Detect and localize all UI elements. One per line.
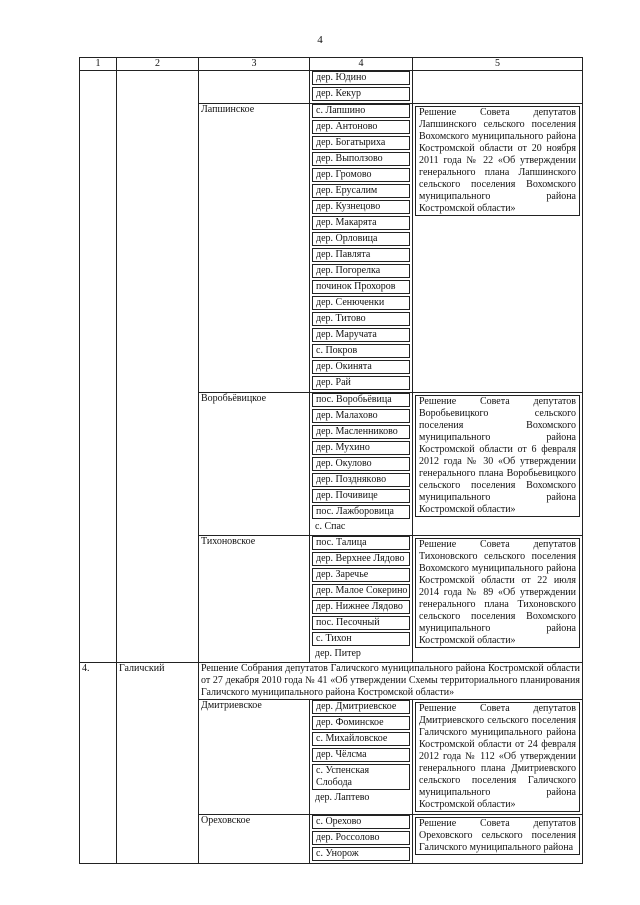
settlement-item: дер. Маручата — [312, 328, 410, 342]
settlement-item: с. Орехово — [312, 815, 410, 829]
settlement-item: дер. Дмитриевское — [312, 700, 410, 714]
settlement-item: дер. Мухино — [312, 441, 410, 455]
settlements-cell — [310, 71, 413, 104]
settlements-cell — [310, 700, 413, 815]
settlement-item: дер. Антоново — [312, 120, 410, 134]
settlement-name: Лапшинское — [199, 104, 310, 393]
table-row — [80, 71, 583, 104]
settlement-list — [312, 71, 410, 101]
settlement-item: дер. Кузнецово — [312, 200, 410, 214]
table-row — [80, 663, 583, 700]
settlement-item: дер. Орловица — [312, 232, 410, 246]
settlement-item: с. Успенская Слобода — [312, 764, 410, 790]
settlement-item: дер. Выползово — [312, 152, 410, 166]
settlement-item: дер. Масленниково — [312, 425, 410, 439]
settlement-item: с. Лапшино — [312, 104, 410, 118]
settlement-item: дер. Рай — [312, 376, 410, 390]
settlement-item: дер. Макарята — [312, 216, 410, 230]
settlement-item: с. Тихон — [312, 632, 410, 646]
district-document-text: Решение Собрания депутатов Галичского муниципального района Костромской области от 27 декабря 2010 года № 41 «Об утверждении Схемы территориального планирования Галичского муниципального района Костромской области» — [201, 663, 580, 698]
settlement-item: дер. Ерусалим — [312, 184, 410, 198]
settlement-item: дер. Позднякoво — [312, 473, 410, 487]
settlement-item: дер. Малахово — [312, 409, 410, 423]
header-row — [80, 58, 583, 71]
header-cell: 1 — [80, 58, 117, 71]
document-cell — [413, 536, 583, 663]
district-number-cell — [80, 71, 117, 663]
settlement-item: дер. Фоминское — [312, 716, 410, 730]
district-document-cell — [199, 663, 583, 700]
document-cell — [413, 700, 583, 815]
district-name: Галичский — [117, 663, 199, 864]
settlement-list — [312, 104, 410, 390]
header-cell: 2 — [117, 58, 199, 71]
document-text: Решение Совета депутатов Дмитриевского сельского поселения Галичского муниципального района Костромской области от 24 февраля 2012 года № 112 «Об утверждении генерального плана Дмитриевского сельского поселения Галичского муниципального района Костромской области» — [415, 702, 580, 812]
settlement-item: с. Михайловское — [312, 732, 410, 746]
settlement-item: дер. Сенюченки — [312, 296, 410, 310]
document-text: Решение Совета депутатов Тихоновского сельского поселения Вохомского муниципального района Костромской области от 22 июля 2014 года № 89 «Об утверждении генерального плана Тихоновского сельского поселения Вохомского муниципального района Костромской области» — [415, 538, 580, 648]
settlement-list — [312, 815, 410, 861]
document-text: Решение Совета депутатов Лапшинского сельского поселения Вохомского муниципального района Костромской области от 20 ноября 2011 года № 22 «Об утверждении генерального плана Лапшинского сельского поселения Вохомского муниципального района Костромской области» — [415, 106, 580, 216]
header-cell: 4 — [310, 58, 413, 71]
settlements-cell — [310, 104, 413, 393]
settlement-item: с. Покров — [312, 344, 410, 358]
settlement-item: с. Спас — [315, 521, 346, 532]
settlement-list — [312, 536, 410, 660]
settlement-name: Дмитриевское — [199, 700, 310, 815]
settlement-item: дер. Нижнее Лядово — [312, 600, 410, 614]
page-number: 4 — [317, 34, 323, 46]
settlement-item: дер. Окулово — [312, 457, 410, 471]
settlement-item: дер. Погорелка — [312, 264, 410, 278]
settlement-item: пос. Талица — [312, 536, 410, 550]
settlement-item: дер. Громово — [312, 168, 410, 182]
district-number: 4. — [80, 663, 117, 864]
settlement-item: дер. Павлята — [312, 248, 410, 262]
settlements-cell — [310, 393, 413, 536]
settlements-cell — [310, 536, 413, 663]
settlement-name: Воробьёвицкое — [199, 393, 310, 536]
document-cell — [413, 393, 583, 536]
settlement-item: дер. Чёлсма — [312, 748, 410, 762]
header-cell: 5 — [413, 58, 583, 71]
district-name-cell — [117, 71, 199, 663]
settlement-item: дер. Заречье — [312, 568, 410, 582]
document-text: Решение Совета депутатов Ореховского сельского поселения Галичского муниципального района — [415, 817, 580, 855]
settlement-item: дер. Окинята — [312, 360, 410, 374]
settlement-name: Тихоновское — [199, 536, 310, 663]
settlements-cell — [310, 815, 413, 864]
document-cell — [413, 71, 583, 104]
settlement-item: починок Прохоров — [312, 280, 410, 294]
settlement-item: дер. Питер — [315, 648, 361, 659]
document-text: Решение Совета депутатов Воробьевицкого сельского поселения Вохомского муниципального района Костромской области от 6 февраля 2012 года № 30 «Об утверждении генерального плана Воробьевицкого сельского поселения Вохомского муниципального района Костромской области» — [415, 395, 580, 517]
settlement-item: дер. Титово — [312, 312, 410, 326]
settlements-table — [79, 57, 583, 864]
document-cell — [413, 104, 583, 393]
settlement-item: дер. Россолово — [312, 831, 410, 845]
settlement-item: дер. Верхнее Лядово — [312, 552, 410, 566]
document-cell — [413, 815, 583, 864]
settlement-item: пос. Лажборовица — [312, 505, 410, 519]
header-cell: 3 — [199, 58, 310, 71]
settlement-item: дер. Кекур — [312, 87, 410, 101]
settlement-name: Ореховское — [199, 815, 310, 864]
settlement-list — [312, 700, 410, 804]
settlement-item: пос. Песочный — [312, 616, 410, 630]
settlement-item: дер. Малое Сокерино — [312, 584, 410, 598]
settlement-item: дер. Почивице — [312, 489, 410, 503]
settlement-item: дер. Юдино — [312, 71, 410, 85]
settlement-item: пос. Воробьёвица — [312, 393, 410, 407]
settlement-list — [312, 393, 410, 533]
settlement-item: дер. Богатыриха — [312, 136, 410, 150]
settlement-item: с. Унорож — [312, 847, 410, 861]
settlement-item: дер. Лаптево — [315, 792, 370, 803]
settlement-name-cell — [199, 71, 310, 104]
